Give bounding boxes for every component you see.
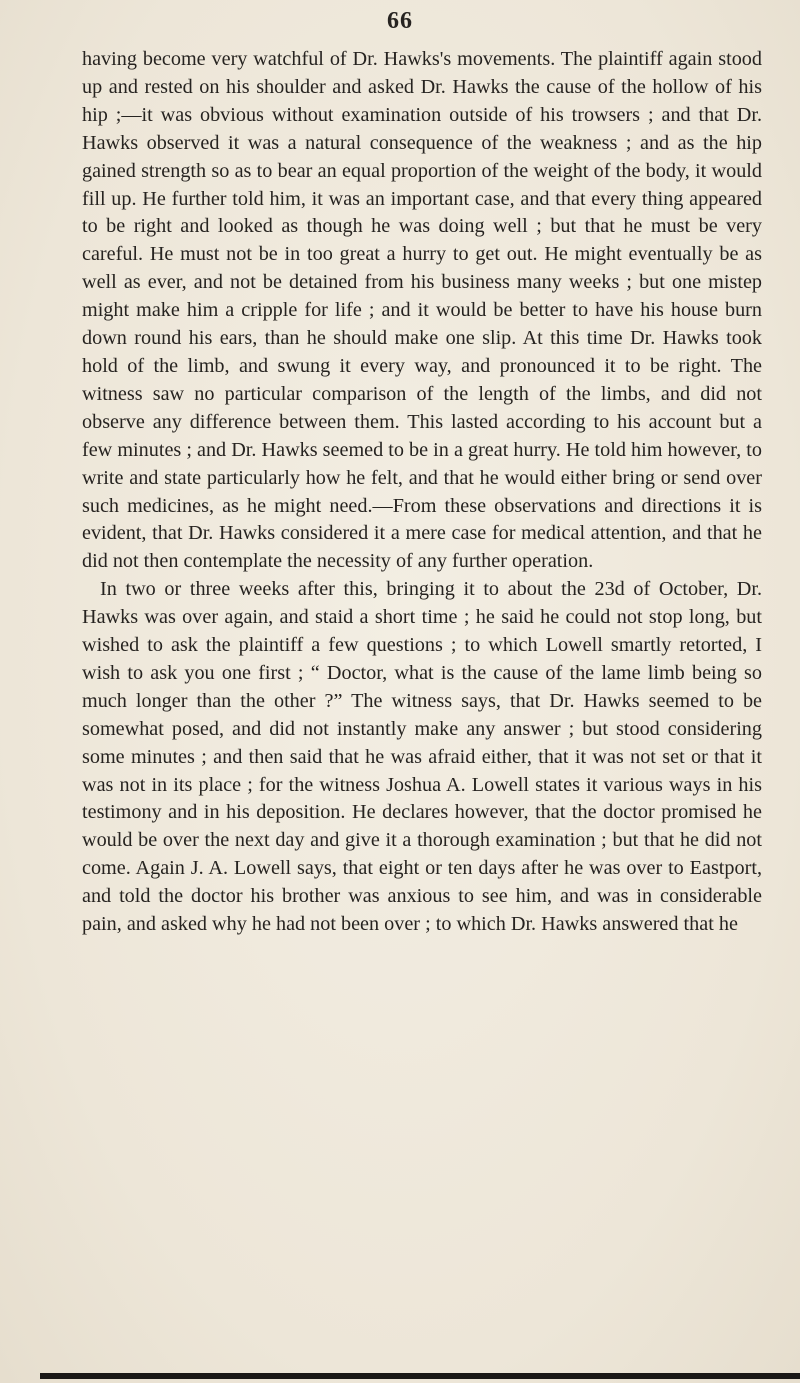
bottom-edge-rule	[40, 1373, 800, 1379]
paragraph-2: In two or three weeks after this, bringing it to about the 23d of October, Dr. Hawks was over again, and staid a short time ; he said he could not stop long, but wished to ask the plaintiff a few questions ; to which Lowell smartly retorted, I wish to ask you one first ; “ Doctor, what is the cause of the lame limb being so much longer than the other ?” The witness says, that Dr. Hawks seemed to be somewhat posed, and did not instantly make any answer ; but stood considering some minutes ; and then said that he was afraid either, that it was not set or that it was not in its place ; for the witness Joshua A. Lowell states it various ways in his testimony and in his deposition. He declares however, that the doctor promised he would be over the next day and give it a thorough examination ; but that he did not come. Again J. A. Lowell says, that eight or ten days after he was over to Eastport, and told the doctor his brother was anxious to see him, and was in considerable pain, and asked why he had not been over ; to which Dr. Hawks answered that he	[82, 578, 762, 936]
paragraph-1: having become very watchful of Dr. Hawks's movements. The plaintiff again stood up and rested on his shoulder and asked Dr. Hawks the cause of the hollow of his hip ;—it was obvious without examination outside of his trowsers ; and that Dr. Hawks observed it was a natural consequence of the weakness ; and as the hip gained strength so as to bear an equal proportion of the weight of the body, it would fill up. He further told him, it was an important case, and that every thing appeared to be right and looked as though he was doing well ; but that he must be very careful. He must not be in too great a hurry to get out. He might eventually be as well as ever, and not be detained from his business many weeks ; but one mistep might make him a cripple for life ; and it would be better to have his house burn down round his ears, than he should make one slip. At this time Dr. Hawks took hold of the limb, and swung it every way, and pronounced it to be right. The witness saw no particular comparison of the length of the limbs, and did not observe any difference between them. This lasted according to his account but a few minutes ; and Dr. Hawks seemed to be in a great hurry. He told him however, to write and state particularly how he felt, and that he would either bring or send over such medicines, as he might need.—From these observations and directions it is evident, that Dr. Hawks considered it a mere case for medical attention, and that he did not then contemplate the necessity of any further operation.	[82, 48, 762, 573]
page-number: 66	[387, 8, 413, 34]
body-text	[82, 46, 762, 939]
